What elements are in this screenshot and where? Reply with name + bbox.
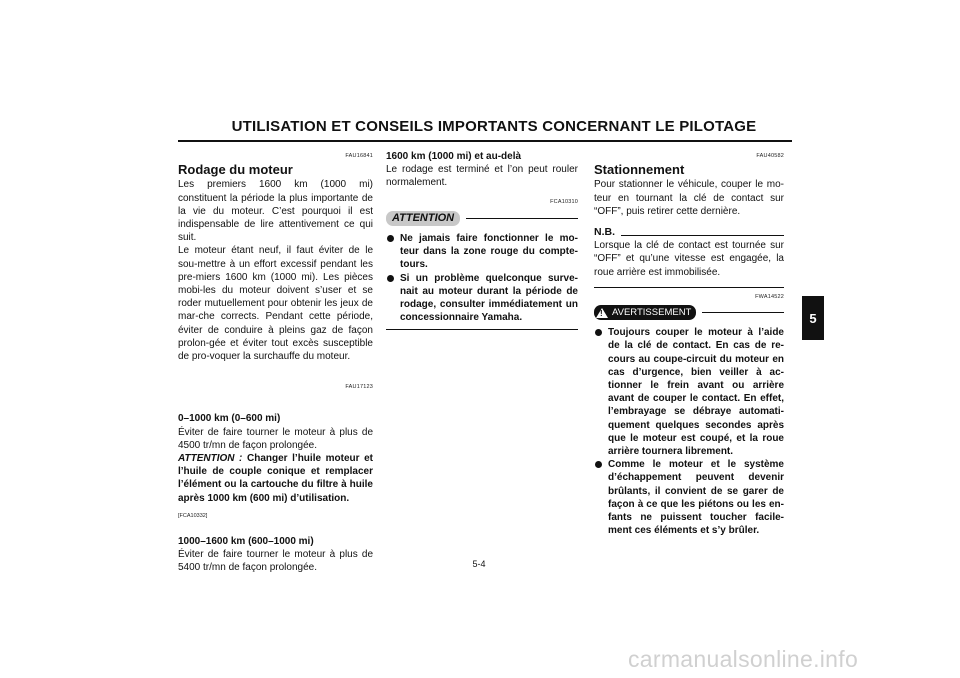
subheading: 1600 km (1000 mi) et au-delà xyxy=(386,151,522,162)
subheading: 0–1000 km (0–600 mi) xyxy=(178,413,281,425)
paragraph: Éviter de faire tourner le moteur à plus de 4500 tr/mn de façon prolongée. xyxy=(178,426,373,451)
attention-label: ATTENTION xyxy=(386,211,460,226)
divider xyxy=(386,329,578,330)
column-2 xyxy=(386,150,578,330)
column-1 xyxy=(178,150,373,575)
watermark: carmanualsonline.info xyxy=(628,646,859,672)
bullet-icon xyxy=(595,461,602,468)
subheading: 1000–1600 km (600–1000 mi) xyxy=(178,536,314,548)
warning-list xyxy=(594,326,784,537)
ref-code: FWA14522 xyxy=(755,293,784,300)
list-item: Si un problème quelconque surve-nait au moteur durant la période de rodage, consulter immédiatement un concessionnaire Yamaha. xyxy=(386,272,578,325)
list-item: Comme le moteur et le système d’échappement peuvent devenir brûlants, il convient de se garer de façon à ce que les piétons ou les en-fants ne puissent toucher facile-ment ces éléments et s’y brûler. xyxy=(594,458,784,537)
divider xyxy=(466,218,578,219)
column-3 xyxy=(594,150,784,537)
ref-code: [FCA10332] xyxy=(178,512,208,519)
warning-label: ! AVERTISSEMENT xyxy=(594,305,696,320)
warning-icon: ! xyxy=(596,308,608,318)
section-heading: Stationnement xyxy=(594,162,685,178)
bullet-icon xyxy=(595,329,602,336)
chapter-tab: 5 xyxy=(802,296,824,340)
ref-code: FAU16841 xyxy=(345,153,373,159)
note-label: N.B. xyxy=(594,226,615,239)
paragraph: Pour stationner le véhicule, couper le mo-teur en tournant la clé de contact sur “OFF”, puis retirer cette dernière. xyxy=(594,179,784,217)
attention-prefix: ATTENTION : xyxy=(178,453,243,465)
divider xyxy=(594,287,784,288)
divider xyxy=(702,312,784,313)
list-item: Toujours couper le moteur à l’aide de la clé de contact. En cas de re-cours au coupe-circuit du moteur en cas d’urgence, bien veiller à ac-tionner le frein avant ou arrière avant de couper le contact. En effet, l’embrayage se débraye automati-quement quelques secondes après que le moteur est coupé, et la roue arrière tournera librement. xyxy=(594,326,784,458)
paragraph: Éviter de faire tourner le moteur à plus de 5400 tr/mn de façon prolongée. xyxy=(178,549,373,574)
divider xyxy=(621,235,784,236)
attention-list xyxy=(386,232,578,324)
note-header xyxy=(594,226,784,239)
warning-header xyxy=(594,305,784,320)
header-rule xyxy=(178,140,792,142)
paragraph: Le rodage est terminé et l’on peut rouler normalement. xyxy=(386,164,578,189)
section-heading: Rodage du moteur xyxy=(178,162,293,178)
paragraph: Le moteur étant neuf, il faut éviter de le sou-mettre à un effort excessif pendant les pre-miers 1600 km (1000 mi). Les pièces mobi-les du moteur doivent s’user et se roder mutuellement pour obtenir les jeux de mar-che corrects. Pendant cette période, éviter de conduire à pleins gaz de façon prolon-gée et éviter tout excès susceptible de pro-voquer la surchauffe du moteur. xyxy=(178,245,373,363)
ref-code: FCA10310 xyxy=(550,198,578,205)
attention-header xyxy=(386,211,578,226)
list-item: Ne jamais faire fonctionner le mo-teur dans la zone rouge du compte-tours. xyxy=(386,232,578,272)
bullet-icon xyxy=(387,275,394,282)
page-number: 5-4 xyxy=(472,559,486,569)
ref-code: FAU17123 xyxy=(345,384,373,391)
attention-paragraph xyxy=(178,452,373,505)
paragraph: Lorsque la clé de contact est tournée sur “OFF” et qu’une vitesse est engagée, la roue arrière est immobilisée. xyxy=(594,240,784,278)
paragraph: Les premiers 1600 km (1000 mi) constituent la période la plus importante de la vie du moteur. C’est pourquoi il est indispensable de lire attentivement ce qui suit. xyxy=(178,179,373,244)
page-title: UTILISATION ET CONSEILS IMPORTANTS CONCERNANT LE PILOTAGE xyxy=(231,118,757,135)
attention-text: Changer l’huile moteur et l’huile de couple conique et remplacer l’élément ou la cartouche du filtre à huile après 1000 km (600 mi) d’utilisation. xyxy=(178,453,373,504)
ref-code: FAU40582 xyxy=(756,153,784,159)
bullet-icon xyxy=(387,235,394,242)
